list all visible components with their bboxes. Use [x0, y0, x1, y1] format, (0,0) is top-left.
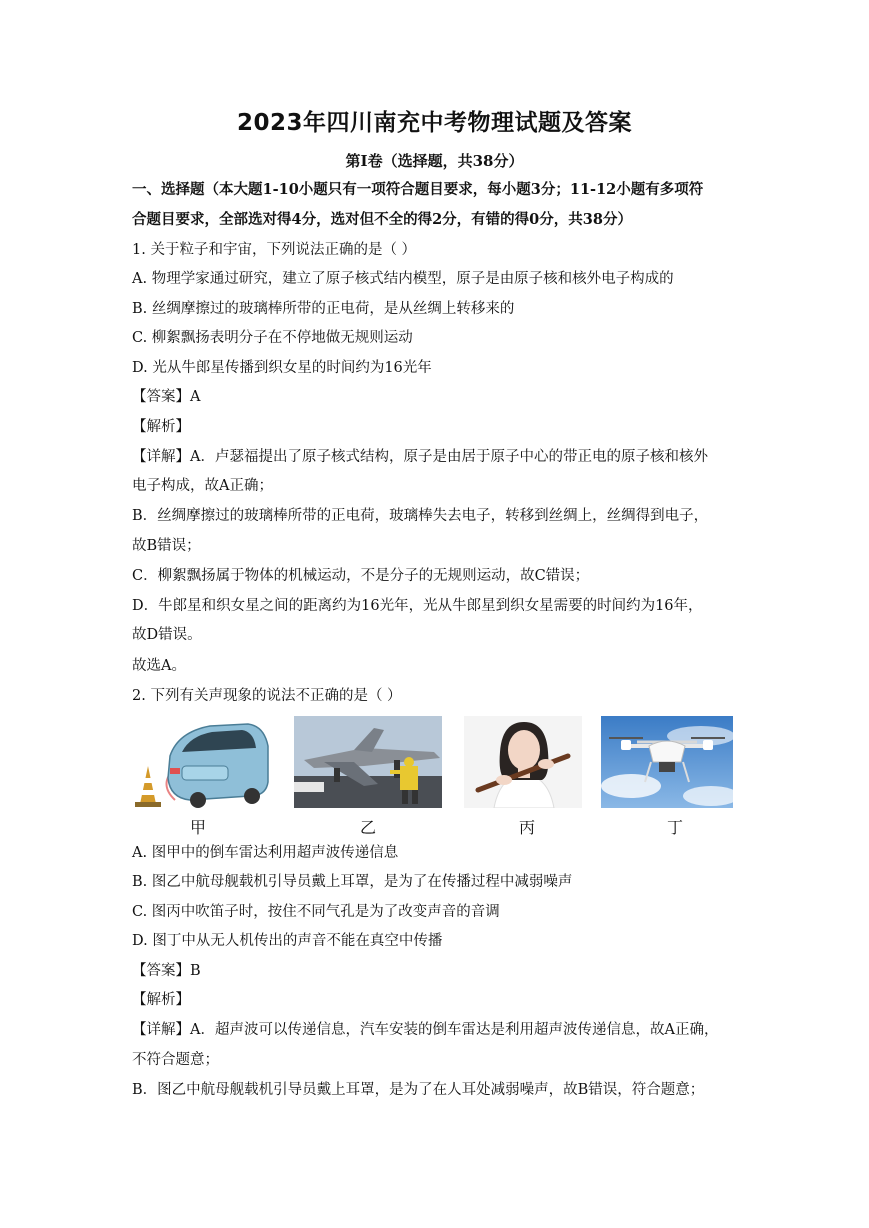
- question-2-option-c: C. 图丙中吹笛子时，按住不同气孔是为了改变声音的音调: [132, 904, 500, 920]
- section-instructions-line-1: 一、选择题（本大题1-10小题只有一项符合题目要求，每小题3分；11-12小题有多项符: [132, 181, 704, 198]
- flute-player-image: [464, 716, 582, 808]
- question-1-detail-line: 电子构成，故A正确；: [132, 478, 273, 494]
- question-1-stem: 1. 关于粒子和宇宙，下列说法正确的是（ ）: [132, 242, 417, 258]
- question-1-detail-line: 故D错误。: [132, 627, 202, 643]
- image-caption-bing: 丙: [519, 818, 536, 837]
- question-1-detail-line: D．牛郎星和织女星之间的距离约为16光年，光从牛郎星到织女星需要的时间约为16年，: [132, 598, 703, 614]
- image-caption-yi: 乙: [360, 818, 377, 837]
- question-2-detail-line: 不符合题意；: [132, 1052, 219, 1068]
- drone-image: [601, 716, 733, 808]
- question-1-option-d: D. 光从牛郎星传播到织女星的时间约为16光年: [132, 360, 432, 376]
- section-instructions-line-2: 合题目要求，全部选对得4分，选对但不全的得2分，有错的得0分，共38分）: [132, 211, 632, 228]
- question-1-detail-line: 【详解】A．卢瑟福提出了原子核式结构，原子是由居于原子中心的带正电的原子核和核外: [132, 449, 708, 465]
- question-2-stem: 2. 下列有关声现象的说法不正确的是（ ）: [132, 688, 402, 704]
- question-2-option-a: A. 图甲中的倒车雷达利用超声波传递信息: [132, 845, 399, 861]
- question-2-detail-line: 【详解】A．超声波可以传递信息，汽车安装的倒车雷达是利用超声波传递信息，故A正确，: [132, 1022, 719, 1038]
- question-2-analysis-label: 【解析】: [132, 992, 190, 1008]
- section-subtitle: 第Ⅰ卷（选择题，共38分）: [345, 152, 524, 170]
- question-1-option-a: A. 物理学家通过研究，建立了原子核式结内模型，原子是由原子核和核外电子构成的: [132, 271, 674, 287]
- question-1-answer: 【答案】A: [132, 389, 201, 405]
- question-1-detail-line: C．柳絮飘扬属于物体的机械运动，不是分子的无规则运动，故C错误；: [132, 568, 590, 584]
- document-title: 2023年四川南充中考物理试题及答案: [236, 110, 632, 136]
- reversing-car-image: [130, 716, 270, 808]
- question-2-detail-line: B．图乙中航母舰载机引导员戴上耳罩，是为了在人耳处减弱噪声，故B错误，符合题意；: [132, 1082, 705, 1098]
- question-2-answer: 【答案】B: [132, 963, 201, 979]
- question-1-detail-line: 故B错误；: [132, 538, 201, 554]
- question-1-detail-line: B．丝绸摩擦过的玻璃棒所带的正电荷，玻璃棒失去电子，转移到丝绸上，丝绸得到电子，: [132, 508, 709, 524]
- image-caption-ding: 丁: [667, 818, 684, 837]
- question-1-option-b: B. 丝绸摩擦过的玻璃棒所带的正电荷，是从丝绸上转移来的: [132, 301, 515, 317]
- question-1-analysis-label: 【解析】: [132, 419, 190, 435]
- question-1-option-c: C. 柳絮飘扬表明分子在不停地做无规则运动: [132, 330, 413, 346]
- aircraft-carrier-image: [294, 716, 442, 808]
- question-1-detail-line: 故选A。: [132, 658, 186, 674]
- question-2-option-d: D. 图丁中从无人机传出的声音不能在真空中传播: [132, 933, 443, 949]
- question-2-option-b: B. 图乙中航母舰载机引导员戴上耳罩，是为了在传播过程中减弱噪声: [132, 874, 573, 890]
- image-caption-jia: 甲: [190, 818, 207, 837]
